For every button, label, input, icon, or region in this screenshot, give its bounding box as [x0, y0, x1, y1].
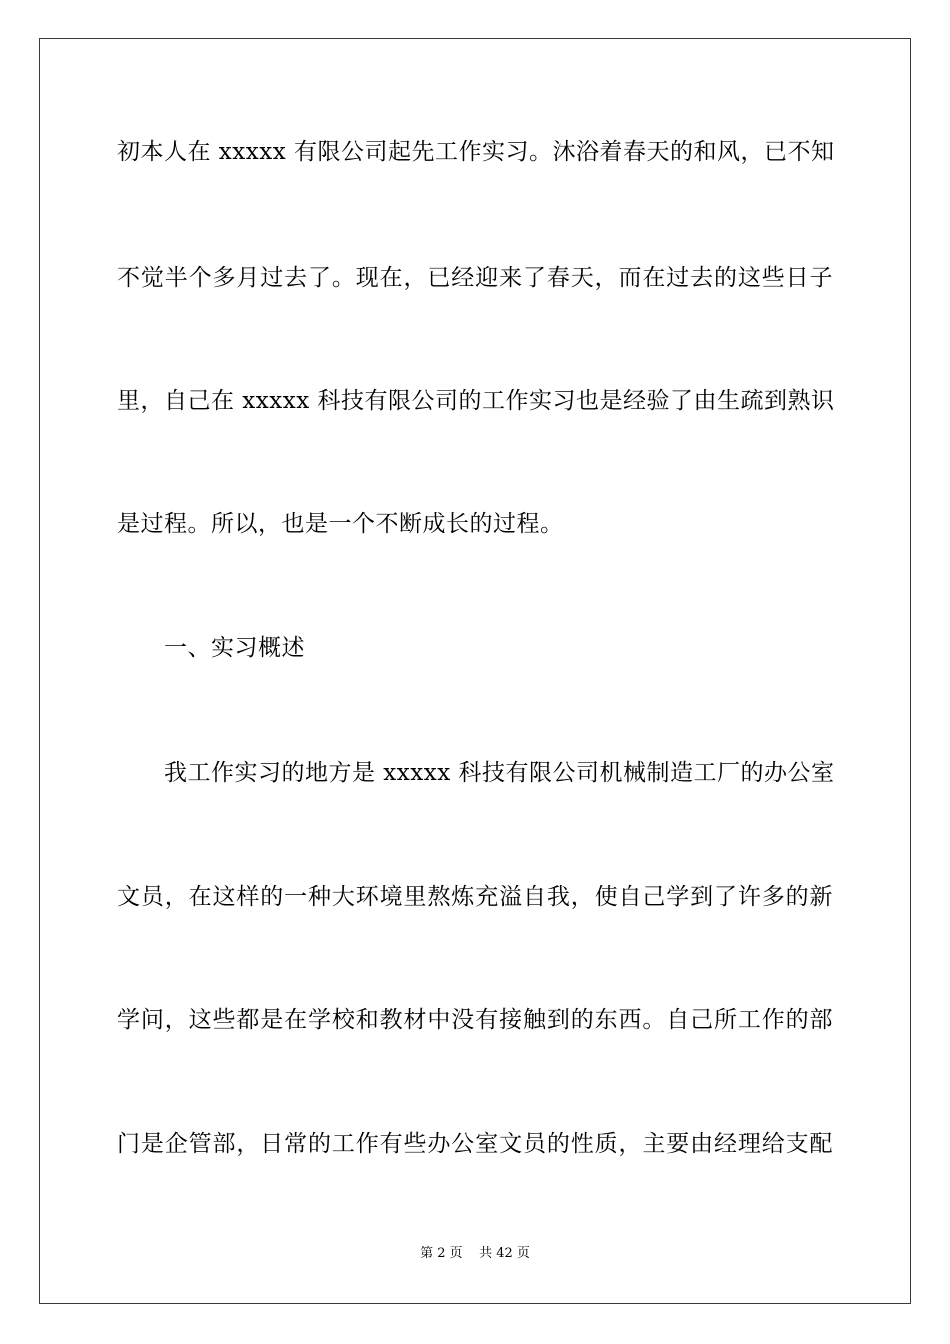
section-heading: 一、实习概述: [164, 635, 305, 661]
paragraph-line-6: 文员，在这样的一种大环境里熬炼充溢自我，使自己学到了许多的新: [117, 884, 833, 910]
paragraph-line-5: 我工作实习的地方是 xxxxx 科技有限公司机械制造工厂的办公室: [164, 760, 835, 786]
paragraph-line-1: 初本人在 xxxxx 有限公司起先工作实习。沐浴着春天的和风，已不知: [117, 139, 835, 165]
paragraph-line-8: 门是企管部，日常的工作有些办公室文员的性质，主要由经理给支配: [117, 1131, 833, 1157]
paragraph-line-4: 是过程。所以，也是一个不断成长的过程。: [117, 511, 564, 537]
page-border: [39, 38, 911, 1304]
paragraph-line-2: 不觉半个多月过去了。现在，已经迎来了春天，而在过去的这些日子: [117, 265, 833, 291]
page-footer: 第 2 页 共 42 页: [420, 1246, 530, 1261]
paragraph-line-7: 学问，这些都是在学校和教材中没有接触到的东西。自己所工作的部: [117, 1007, 833, 1033]
paragraph-line-3: 里，自己在 xxxxx 科技有限公司的工作实习也是经验了由生疏到熟识: [117, 388, 835, 414]
